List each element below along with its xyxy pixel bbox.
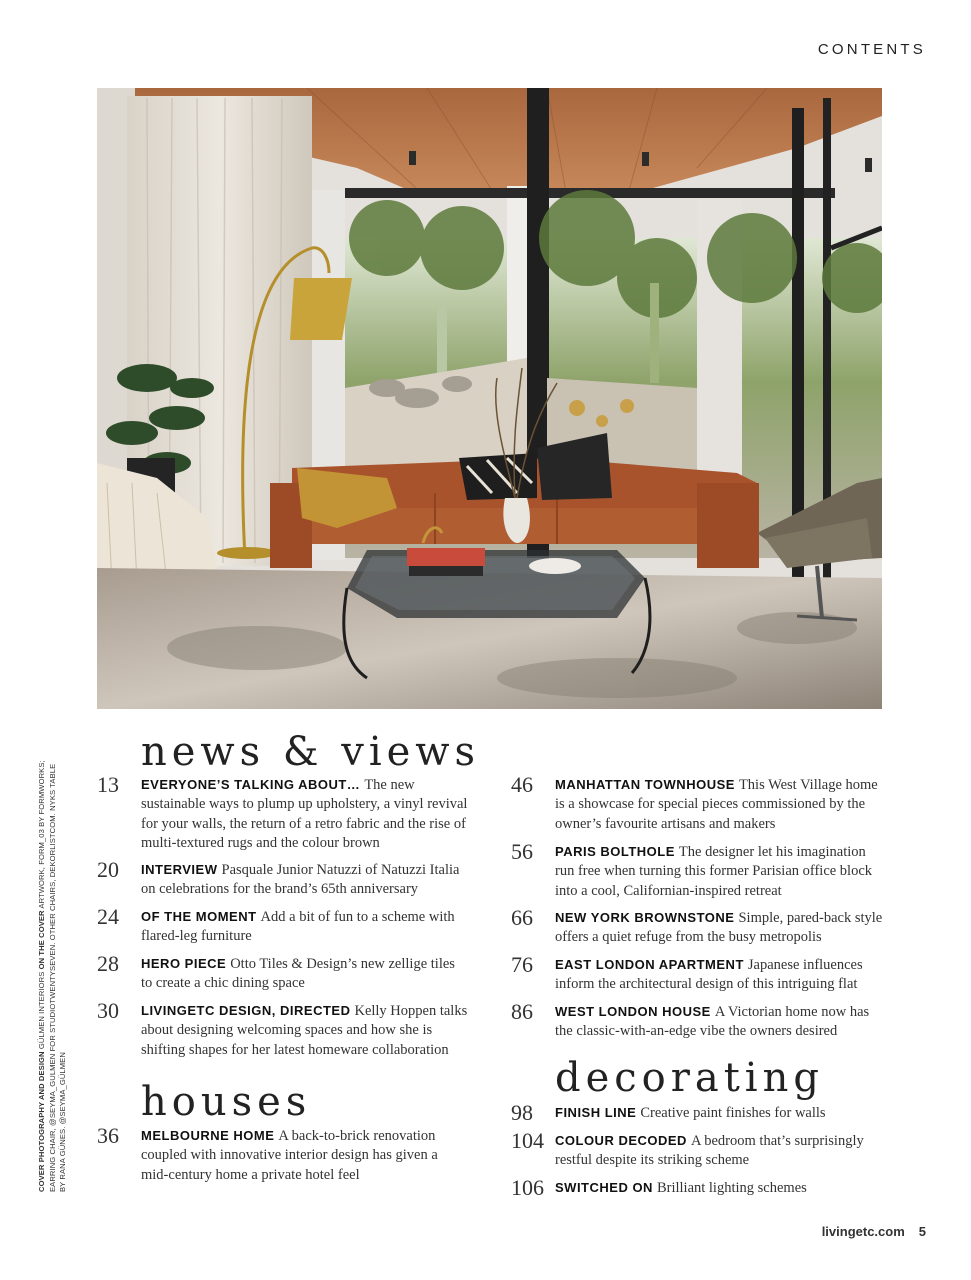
entry-description: Creative paint finishes for walls	[640, 1105, 826, 1121]
page-number: 76	[511, 952, 533, 977]
entry-description: The new sustainable ways to plump up upholstery, a vinyl revival for your walls, the return of a retro fabric and the rise of multi-textured rugs and the colour brown	[141, 777, 468, 851]
entry-title: NEW YORK BROWNSTONE	[555, 910, 735, 925]
entry-text	[555, 1131, 883, 1171]
entry-title: FINISH LINE	[555, 1105, 637, 1120]
site-url[interactable]: livingetc.com	[821, 1224, 905, 1239]
page-number: 36	[97, 1123, 119, 1148]
cover-photo	[97, 88, 882, 709]
entry-description: Pasquale Junior Natuzzi of Natuzzi Italia on celebrations for the brand’s 65th anniversary	[141, 862, 460, 898]
page-number: 24	[97, 904, 119, 929]
entry-description: A bedroom that’s surprisingly restful despite its striking scheme	[555, 1133, 864, 1169]
entry-text	[555, 775, 883, 834]
entry-text	[555, 955, 883, 995]
entry-description: Add a bit of fun to a scheme with flared-leg furniture	[141, 909, 455, 945]
entry-description: This West Village home is a showcase for special pieces commissioned by the owner’s favourite artisans and makers	[555, 777, 878, 832]
entry-title: MANHATTAN TOWNHOUSE	[555, 777, 735, 792]
page-number: 13	[97, 772, 119, 797]
section-title-news-views: news & views	[141, 729, 481, 775]
entry-description: Simple, pared-back style offers a quiet refuge from the busy metropolis	[555, 910, 883, 946]
page-number: 56	[511, 839, 533, 864]
page-number: 28	[97, 951, 119, 976]
page-number: 86	[511, 999, 533, 1024]
page-number: 66	[511, 905, 533, 930]
entry-text	[555, 1103, 883, 1123]
entry-text	[141, 954, 468, 994]
page-number: 30	[97, 998, 119, 1023]
entry-title: WEST LONDON HOUSE	[555, 1004, 711, 1019]
entry-description: The designer let his imagination run free when turning this former Parisian office block into a cool, Californian-inspired retreat	[555, 844, 873, 899]
page-footer	[822, 1224, 926, 1239]
page-number: 98	[511, 1100, 533, 1125]
entry-text	[555, 908, 883, 948]
entry-title: OF THE MOMENT	[141, 909, 257, 924]
entry-text	[555, 1178, 883, 1198]
section-title-decorating: decorating	[555, 1055, 824, 1101]
page-header-label: CONTENTS	[817, 41, 926, 58]
entry-description: A back-to-brick renovation coupled with innovative interior design has given a mid-century home a private hotel feel	[141, 1128, 438, 1183]
entry-description: Kelly Hoppen talks about designing welcoming spaces and how she is shifting shapes for her latest homeware collaboration	[141, 1003, 468, 1058]
entry-title: PARIS BOLTHOLE	[555, 844, 675, 859]
page-number: 106	[511, 1175, 544, 1200]
entry-text	[141, 860, 468, 900]
entry-title: SWITCHED ON	[555, 1180, 653, 1195]
entry-text	[141, 775, 468, 853]
entry-text	[555, 842, 883, 901]
page-number: 20	[97, 857, 119, 882]
entry-title: LIVINGETC DESIGN, DIRECTED	[141, 1003, 351, 1018]
entry-title: MELBOURNE HOME	[141, 1128, 275, 1143]
entry-title: EAST LONDON APARTMENT	[555, 957, 744, 972]
entry-title: COLOUR DECODED	[555, 1133, 687, 1148]
entry-title: INTERVIEW	[141, 862, 218, 877]
living-room-illustration	[97, 88, 882, 709]
entry-text	[141, 1126, 468, 1185]
entry-text	[555, 1002, 883, 1042]
page-number: 46	[511, 772, 533, 797]
entry-description: Brilliant lighting schemes	[656, 1180, 807, 1196]
section-title-houses: houses	[141, 1079, 312, 1125]
entry-description: A Victorian home now has the classic-with-an-edge vibe the owners desired	[555, 1004, 870, 1040]
entry-text	[141, 1001, 468, 1060]
entry-description: Japanese influences inform the architectural design of this intriguing flat	[555, 957, 863, 993]
cover-credit: COVER PHOTOGRAPHY AND DESIGN GÜLMEN INTERIORS ON THE COVER ARTWORK, FORM_03 BY FORMWORKS; EARRING CHAIR, @SEYMA_GULMEN FOR STUDIOTWENTYSEVEN. OTHER CHAIRS, DEKORLISTCOM. NYKS TABLE BY RANA GÜNES. @SEYMA_GÜLMEN	[37, 760, 67, 1192]
entry-title: HERO PIECE	[141, 956, 227, 971]
page-number-footer: 5	[918, 1224, 926, 1239]
entry-title: EVERYONE’S TALKING ABOUT…	[141, 777, 361, 792]
entry-text	[141, 907, 468, 947]
entry-description: Otto Tiles & Design’s new zellige tiles to create a chic dining space	[141, 956, 455, 992]
page-number: 104	[511, 1128, 544, 1153]
